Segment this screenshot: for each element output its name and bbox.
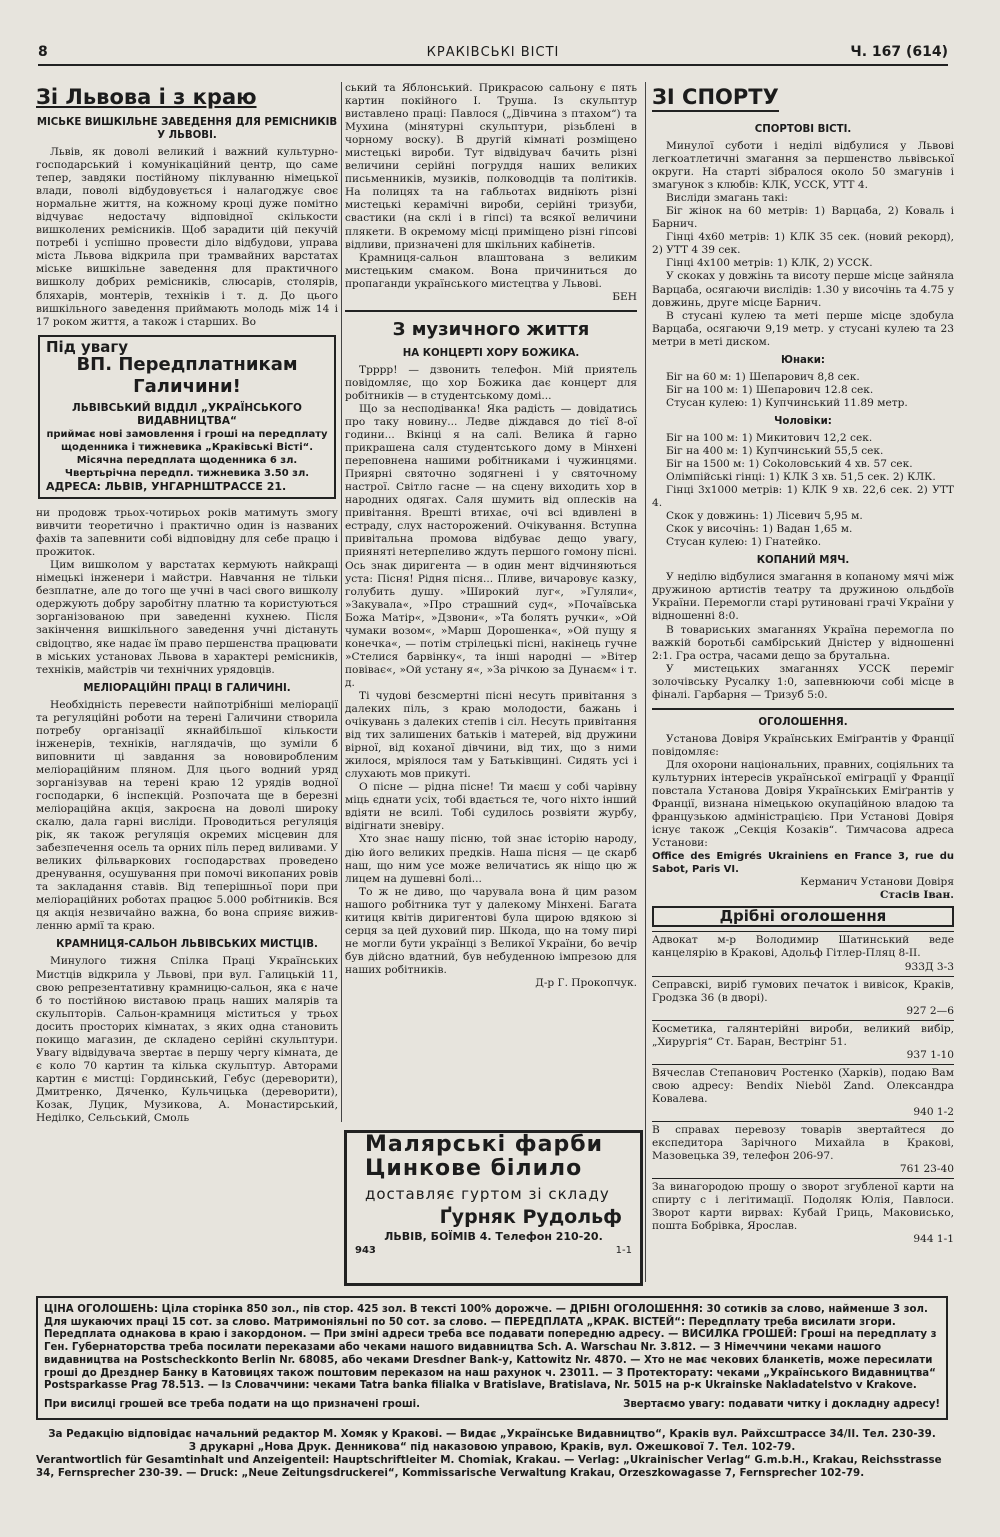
article-paragraph: Крамниця-сальон влаштована з великим мистецьким смаком. Вона причиниться до пропаганди українського мистецтва у Львові. bbox=[345, 251, 637, 290]
classified-ad bbox=[652, 1064, 954, 1121]
classified-number: 944 1-1 bbox=[913, 1233, 954, 1246]
result-line: Біг на 100 м: 1) Микитович 12,2 сек. bbox=[666, 431, 873, 444]
section-heading-sport: ЗІ СПОРТУ bbox=[652, 84, 779, 112]
ad-line: Малярські фарби bbox=[365, 1132, 604, 1157]
article-paragraph: В товариських змаганнях Україна перемогла по важкій боротьбі самбірський Дністер у відношенні 2:1. Гра остра, часами дещо за брутальна. bbox=[652, 623, 954, 662]
article-paragraph: Минулого тижня Спілка Праці Українських Мистців відкрила у Львові, при вул. Галицькій 11, свою репрезентативну крамницю-сальон, яка є наче б то постійною виставою праць наших малярів та скульпторів. Сальон-крамниця міститься у трьох досить просторих кімнатах, з яких одна становить покищо магазин, де складено серійні скульптури. Увагу відвідувача звертає в першу чергу кімната, де є коло 70 картин та кілька скульптур. Авторами картин є мистці: Гординський, Гебус (дереворити), Дмитренко, Дяченко, Кульчицька (дереворити), Козак, Луцик, Музикова, А. Монастирський, Неділко, Сельський, Смоль bbox=[36, 955, 338, 1125]
article-paragraph: Ті чудові безсмертні пісні несуть привітання з далеких піль, з краю молодости, бажань і очікувань з далеких степів і сіл. Несуть привітання від тих залишених батьків і матерей, від дружини вірної, від коханої дівчини, від тих, що з ними жилося, мріялося там у Батьківщині. Сидять усі і слухають мов прикуті. bbox=[345, 689, 637, 781]
column-left bbox=[36, 82, 338, 1125]
article-paragraph: Минулої суботи і неділі відбулися у Львові легкоатлетичні змагання за першенство львівської округи. На старті зібралося около 50 змагунів і змагунок з клюбів: КЛК, УССК, УТТ 4. bbox=[652, 140, 954, 192]
ad-count: 1-1 bbox=[615, 1245, 632, 1256]
classified-text: Косметика, галянтерійні вироби, великий вибір, „Хирургія“ Ст. Баран, Вестрінг 51. bbox=[652, 1022, 954, 1048]
price-info-text: ЦІНА ОГОЛОШЕНЬ: Ціла сторінка 850 зол., пів стор. 425 зол. В тексті 100% дорожче. — ДРІБНІ ОГОЛОШЕННЯ: 30 сотиків за слово, найменше 3 зол. Для шукаючих праці 15 сот. за слово. Матримоніяльні по 50 сот. за слово. — ПЕРЕДПЛАТА „КРАК. ВІСТЕЙ“: Передплату треба висилати згори. Передплата однакова в краю і закордоном. — При зміні адреси треба все подавати попередню адресу. — ВИСИЛКА ГРОШЕЙ: Гроші на передплату з Ген. Губернаторства треба посилати переказами або чеками нашого видавництва Sch. A. Warschau Nr. 3.812. — З Німеччини чеками нашого видавництва на Postscheckkonto Berlin Nr. 68085, або чеками Dresdner Bank-у, Kattowitz Nr. 4870. — Хто не має чекових бланкетів, може пересилати гроші до Дрезднер Банку в Катовицях також поштовим переказом на наш рахунок ч. 23011. — З Протекторату: чеками „Українського Видавництва“ Postsparkasse Prag 78.513. — Із Словаччини: чеками Tatra banka filialka v Bratislave, Bratislava, Nr. 5015 на р-к Ukrainske Nakladatelstvo v Krakove. bbox=[44, 1304, 937, 1392]
ad-code: 943 bbox=[355, 1245, 376, 1256]
announcement-signature: Стасів Іван. bbox=[879, 889, 954, 902]
result-group-title: Юнаки: bbox=[781, 354, 825, 366]
article-paragraph: Трррр! — дзвонить телефон. Мій приятель повідомляє, що хор Божика дає концерт для робітників — в студентському домі... bbox=[345, 363, 637, 402]
notice-headline: ВП. Передплатникам Галичини! bbox=[76, 353, 298, 397]
column-divider bbox=[645, 82, 646, 1282]
article-paragraph: Гінці 4х60 метрів: 1) КЛК 35 сек. (новий рекорд), 2) УТТ 4 39 сек. bbox=[652, 231, 954, 257]
subscription-notice bbox=[38, 335, 336, 499]
result-line: Стусан кулею: 1) Гнатейко. bbox=[666, 536, 822, 549]
column-right bbox=[652, 82, 954, 1246]
article-paragraph: Біг жінок на 60 метрів: 1) Варцаба, 2) Коваль і Барнич. bbox=[652, 205, 954, 231]
classified-text: Вячеслав Степанович Ростенко (Харків), подаю Вам свою адресу: Bendix Nieböl Zand. Олександра Ковалева. bbox=[652, 1066, 954, 1105]
price-info-footer bbox=[44, 1399, 940, 1412]
divider bbox=[345, 310, 637, 312]
imprint-line: Verantwortlich für Gesamtinhalt und Anzeigenteil: Hauptschriftleiter M. Chomiak, Krakau. — Verlag: „Ukrainischer Verlag“ G.m.b.H., Krakau, Reichsstrasse 34, Fernsprecher 230-39. — Druck: „Neue Zeitungsdruckerei“, Kommissarische Verwaltung Krakau, Orzeszkowagasse 7, Fernsprecher 102-79. bbox=[36, 1454, 942, 1479]
article-paragraph: Що за несподіванка! Яка радість — довідатись про таку новину... Ледве діждався до тієї 8-ої години... Вкінці я на салі. Велика й гарно прикрашена саля студентського дому в Мінхені переповнена нашими робітниками і чужинцями. Приярні святочно зодягнені і у святочному настрої. Світло гасне — на сцену виходить хор в народних одягах. Саля шумить від оплесків на привітання. Врешті втихає, очі всі вдивлені в естраду, слух насторожений. Очікування. Вступна привітальна промова відбуває дещо увагу, прияняті нетерпеливо ждуть першого гомону пісні. Ось знак диригента — в один мент відчиняються уста: Пісня! Рідня пісня... Пливе, вичаровує казку, голубить душу. »Широкий луг«, »Гуляли«, »Закувала«, »Про страшний суд«, »Почаївська Божа Матір«, »Дзвони«, »Та болять ручки«, »Ой чумаки возом«, »Марш Дорошенка«, »Ой пущу я конечка«, — потім стрілецькі пісні, накінець гучне »Стелися барвінку«, та інші народні — »Вітер повіває«, »Ой устану я«, »За річкою за Дунаєм« і т. д. bbox=[345, 402, 637, 689]
notice-line: Місячна передплата щоденника 6 зл. bbox=[76, 454, 298, 466]
result-line: Стусан кулею: 1) Купчинський 11.89 метр. bbox=[666, 396, 908, 409]
classified-text: Сеправскі, виріб гумових печаток і вивісок, Краків, Гродзка 36 (в дворі). bbox=[652, 978, 954, 1004]
article-paragraph: Хто знає нашу пісню, той знає історію народу, дію його великих предків. Наша пісня — це скарб наш, що ним усе може величатись як ніщо цю ж лицем на душевні болі... bbox=[345, 833, 637, 885]
section-heading-music: З музичного життя bbox=[392, 318, 590, 340]
article-signature: БЕН bbox=[612, 290, 637, 303]
price-info-note-right: Звертаємо увагу: подавати читку і докладну адресу! bbox=[623, 1398, 940, 1410]
classified-number: 937 1-10 bbox=[906, 1048, 954, 1061]
notice-line: Під увагу bbox=[46, 337, 129, 356]
classified-number: 933Д 3-3 bbox=[904, 960, 954, 973]
article-paragraph: В стусані кулею та меті перше місце здобула Варцаба, осягаючи 9,19 метр. у стусані кулею та 23 метри в меті диском. bbox=[652, 309, 954, 348]
announcement-paragraph: Для охорони національних, правних, соціяльних та культурних інтересів української еміграції у Франції повстала Установа Довіря Українських Еміґрантів у Франції, визнана німецькою окупаційною владою та французькою адміністрацією. При Установі Довіря існує також „Секція Козаків“. Тимчасова адреса Установи: bbox=[652, 758, 954, 850]
notice-address: АДРЕСА: ЛЬВІВ, УНГАРНШТРАССЕ 21. bbox=[46, 479, 287, 493]
result-line: Біг на 100 м: 1) Шепарович 12.8 сек. bbox=[666, 383, 874, 396]
classified-ad bbox=[652, 976, 954, 1020]
article-paragraph: То ж не диво, що чарувала вона й цим разом нашого робітника тут у далекому Мінхені. Багата китиця квітів диригентові була щирою вдякою зі серця за цей духовий пир. Шкода, що на тому пирі не могли бути українці з Великої України, бо вечір був дійсно вдатний, був небуденною імпрезою для наших робітників. bbox=[345, 885, 637, 976]
classified-ad bbox=[652, 1020, 954, 1064]
newspaper-title: КРАКІВСЬКІ ВІСТІ bbox=[426, 45, 560, 60]
notice-line: ЛЬВІВСЬКИЙ ВІДДІЛ „УКРАЇНСЬКОГО ВИДАВНИЦТВА“ bbox=[72, 401, 302, 427]
classifieds-title: Дрібні оголошення bbox=[652, 906, 954, 927]
price-info-note-left: При висилці грошей все треба подати на що призначені гроші. bbox=[44, 1398, 421, 1410]
article-signature: Д-р Г. Прокопчук. bbox=[535, 977, 637, 989]
article-paragraph: Гінці 4х100 метрів: 1) КЛК, 2) УССК. bbox=[666, 257, 873, 270]
article-paragraph: У скоках у довжінь та висоту перше місце зайняла Варцаба, осягаючи вислідів: 1.30 у височінь та 4.75 у довжинь, друге місце Барнич. bbox=[652, 270, 954, 309]
result-line: Олімпійські гінці: 1) КЛК 3 хв. 51,5 сек. 2) КЛК. bbox=[666, 471, 936, 484]
divider bbox=[652, 708, 954, 710]
article-paragraph: ський та Яблонський. Прикрасою сальону є пять картин покійного І. Труша. Із скульптур виставлено праці: Павлося („Дівчина з птахом“) та Мухина (мінятурні скульптури, різьблені в чорному воску). В другій кімнаті розміщено мистецькі вироби. Тут відвідувач бачить різні величини серійні погруддя наших великих письменників, музиків, полководців та політиків. На полицях та на габльотах видніють різні мистецькі керамічні вироби, серійні тризуби, свастики (на склі і в гіпсі) та всякої величини плякети. В окремому місці приміщено різні гіпсові відливи, призначені для шкільних кабінетів. bbox=[345, 82, 637, 251]
column-divider bbox=[341, 82, 342, 1122]
page-number: 8 bbox=[38, 44, 48, 60]
notice-line: приймає нові замовлення і гроші на передплату щоденника і тижневика „Краківські Вісті“. bbox=[46, 428, 328, 453]
imprint-line: За Редакцію відповідає начальний редактор М. Хомяк у Кракові. — Видає „Українське Видавництво“, Краків вул. Райхсштрассе 34/II. Тел. 230-39. bbox=[48, 1428, 936, 1440]
column-middle bbox=[345, 82, 637, 1122]
result-line: Скок у височінь: 1) Вадан 1,65 м. bbox=[666, 523, 853, 536]
classified-number: 761 23-40 bbox=[899, 1163, 954, 1176]
result-line: Гінці 3х1000 метрів: 1) КЛК 9 хв. 22,6 сек. 2) УТТ 4. bbox=[652, 484, 954, 510]
ad-line: Цинкове білило bbox=[365, 1156, 583, 1181]
ad-codes bbox=[347, 1243, 640, 1258]
article-title: МІСЬКЕ ВИШКІЛЬНЕ ЗАВЕДЕННЯ ДЛЯ РЕМІСНИКІВ У ЛЬВОВІ. bbox=[36, 117, 338, 141]
result-line: Скок у довжинь: 1) Лісевич 5,95 м. bbox=[666, 510, 863, 523]
article-title: КРАМНИЦЯ-САЛЬОН ЛЬВІВСЬКИХ МИСТЦІВ. bbox=[56, 939, 318, 951]
issue-number: Ч. 167 (614) bbox=[850, 44, 948, 60]
article-title: НА КОНЦЕРТІ ХОРУ БОЖИКА. bbox=[402, 347, 580, 359]
classified-text: За винагородою прошу о зворот згубленої карти на спирту с і легітимації. Подоляк Юлія, Павлоси. Зворот карти вирвах: Кубай Гриць, Маковисько, пошта Бобрівка, Ярослав. bbox=[652, 1181, 954, 1233]
imprint-line: З друкарні „Нова Друк. Денникова“ під наказовою управою, Краків, вул. Ожешкової 7. Тел. 102-79. bbox=[188, 1441, 796, 1453]
page-header bbox=[38, 40, 948, 66]
result-line: Біг на 400 м: 1) Купчинський 55,5 сек. bbox=[666, 444, 884, 457]
article-title: КОПАНИЙ МЯЧ. bbox=[756, 555, 850, 567]
announcement-title: ОГОЛОШЕННЯ. bbox=[758, 716, 848, 728]
classified-text: В справах перевозу товарів звертайтеся до експедитора Зарічного Михайла в Кракові, Мазовецька 39, телефон 206-97. bbox=[652, 1124, 954, 1163]
ad-line: доставляє гуртом зі складу bbox=[365, 1185, 610, 1203]
classified-ad bbox=[652, 931, 954, 975]
price-info-box bbox=[36, 1296, 948, 1420]
classified-number: 927 2—6 bbox=[906, 1004, 954, 1017]
classified-ad bbox=[652, 1121, 954, 1178]
imprint bbox=[36, 1428, 948, 1480]
article-title: МЕЛІОРАЦІЙНІ ПРАЦІ В ГАЛИЧИНІ. bbox=[83, 682, 291, 694]
article-paragraph: У мистецьких змаганнях УССК переміг золочівську Русалку 1:0, запевнюючи собі місце в фіналі. Гарбарня — Тризуб 5:0. bbox=[652, 662, 954, 701]
ad-address: ЛЬВІВ, БОЇМІВ 4. Телефон 210-20. bbox=[384, 1230, 603, 1243]
article-paragraph: Львів, як доволі великий і важний культурно-господарський і комунікаційний центр, що саме тепер, завдяки постійному піклуванню німецької влади, поволі відбудовується і налагоджує своє нормальне життя, на кожному кроці дуже помітно відчуває недостачу відповідної скількости вишколених ремісників. Щоб зарадити цій пекучій потребі і успішно провести діло відбудови, управа міста Львова відкрила при трамвайних варстатах міське вишкільне заведення для практичного вишколу добрих ремісників, слюсарів, столярів, бляхарів, монтерів, техніків і т. д. До цього вишкільного заведення приймають молодь між 14 і 17 роком життя, а також і старших. Во bbox=[36, 146, 338, 328]
article-paragraph: ни продовж трьох-чотирьох років матимуть змогу вивчити теоретично і практично один із названих фахів та запевнити собі відповідну для себе працю і прожиток. bbox=[36, 507, 338, 559]
article-paragraph: Цим вишколом у варстатах кермують найкращі німецькі інженери і майстри. Навчання не тільки безплатне, але до того ще учні в часі свого вишколу одержують добру заробітну платню та користуються зорганізованою при заведенні кухнею. Після закінчення вишкільного заведення учні дістануть свідоцтво, яке надає їм право першенства працювати в міських установах Львова в характері ремісників, техніків, майстрів чи технічних урядовців. bbox=[36, 559, 338, 676]
announcement-signature: Керманич Установи Довіря bbox=[800, 876, 954, 889]
section-heading-lviv: Зі Львова і з краю bbox=[36, 85, 257, 109]
article-paragraph: Необхідність перевести найпотрібніші меліорації та регуляційні роботи на терені Галичини створила потребу організації якнайбільшої кількости інженерів, техніків, наглядачів, що зуміли б виповнити ці завдання за нововиробленим меліораційним пляном. Для цього водний уряд зорганізував на терені краю 12 урядів водної господарки, 6 інспекцій. Розпочата ще в березні меліораційна акція, закроєна на доволі широку скалю, дала гарні висліди. Проводиться регуляція рік, як також регуляція окремих місцевин для забезпечення осель та орних піль перед виливами. У великих фільваркових господарствах проведено дренування, осушування при помочі викопаних ровів та закладання ставів. Від теперішньої пори при меліораційних роботах працює 5.000 робітників. Вся ця акція незвичайно важна, бо вона сприяє виживленню армії та краю. bbox=[36, 698, 338, 933]
classified-text: Адвокат м-р Володимир Шатинський веде канцелярію в Кракові, Адольф Гітлер-Пляц 8-II. bbox=[652, 934, 954, 960]
classified-ad bbox=[652, 1178, 954, 1248]
article-paragraph: У неділю відбулися змагання в копаному мячі між дружиною артистів театру та дружиною ольдбоїв України. Перемогли старі рутиновані грачі України у відношенні 8:0. bbox=[652, 571, 954, 623]
article-title: СПОРТОВІ ВІСТІ. bbox=[754, 124, 852, 135]
notice-line: Чвертьрічна передпл. тижневика 3.50 зл. bbox=[64, 467, 310, 479]
announcement-address: Office des Emigrés Ukrainiens en France 3, rue du Sabot, Paris VI. bbox=[652, 851, 954, 876]
ad-company: Ґурняк Рудольф bbox=[439, 1206, 622, 1228]
result-line: Біг на 1500 м: 1) Сokoловський 4 хв. 57 сек. bbox=[666, 457, 913, 470]
paint-advertisement bbox=[344, 1130, 643, 1286]
classified-number: 940 1-2 bbox=[913, 1106, 954, 1118]
article-paragraph: О пісне — рідна пісне! Ти маєш у собі чарівну міць єднати усіх, тобі вдається те, чого ніхто інший вдіяти не всилі. Тобі судилось розвіяти журбу, відігнати зневіру. bbox=[345, 781, 637, 833]
result-line: Біг на 60 м: 1) Шепарович 8,8 сек. bbox=[666, 370, 860, 383]
result-group-title: Чоловіки: bbox=[774, 415, 832, 427]
article-paragraph: Висліди змагань такі: bbox=[666, 192, 788, 205]
announcement-paragraph: Установа Довіря Українських Еміґрантів у Франції повідомляє: bbox=[652, 732, 954, 758]
